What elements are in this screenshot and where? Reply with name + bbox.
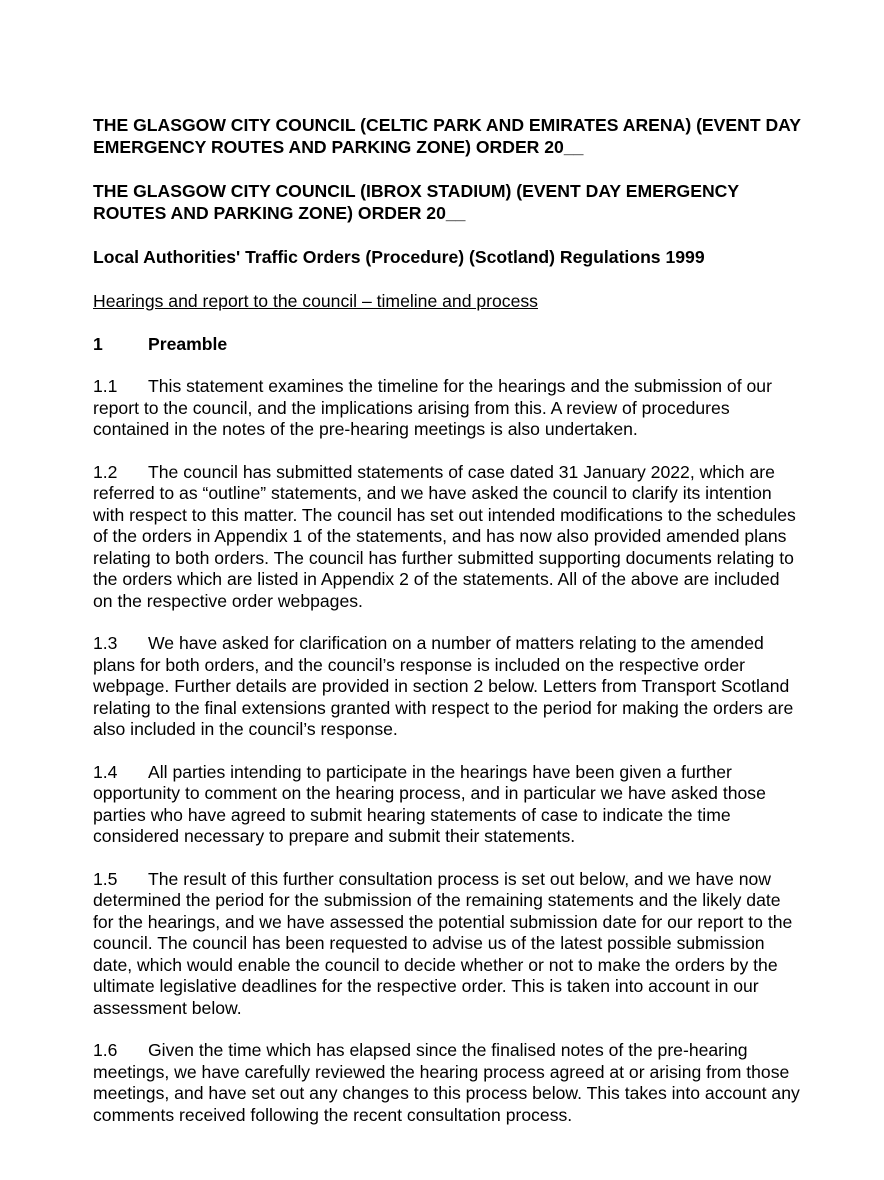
paragraph-number: 1.5 [93,868,118,889]
order-title-celtic-park: THE GLASGOW CITY COUNCIL (CELTIC PARK AND EMIRATES ARENA) (EVENT DAY EMERGENCY ROUTES AND PARKING ZONE) ORDER 20__ [93,115,801,157]
paragraph-1-2 [93,462,803,613]
paragraph-1-1 [93,376,803,441]
timeline-subheading: Hearings and report to the council – timeline and process [93,291,538,311]
paragraph-text: We have asked for clarification on a number of matters relating to the amended plans for both orders, and the council’s response is included on the respective order webpage. Further details are provided in section 2 below. Letters from Transport Scotland relating to the final extensions granted with respect to the period for making the orders are also included in the council’s response. [93,633,794,739]
paragraph-text: All parties intending to participate in the hearings have been given a further opportunity to comment on the hearing process, and in particular we have asked those parties who have agreed to submit hearing statements of case to indicate the time considered necessary to prepare and submit their statements. [93,761,766,846]
paragraph-number: 1.3 [93,633,118,653]
paragraph-1-5 [93,869,803,1020]
section-number: 1 [93,334,103,354]
paragraph-1-6 [93,1040,803,1126]
paragraph-1-3 [93,633,803,741]
paragraph-number: 1.6 [93,1040,118,1060]
paragraph-text: Given the time which has elapsed since the finalised notes of the pre-hearing meetings, we have carefully reviewed the hearing process agreed at or arising from those meetings, and have set out any changes to this process below. This takes into account any comments received following the recent consultation process. [93,1040,800,1125]
paragraph-1-4 [93,762,803,848]
paragraph-number: 1.4 [93,761,118,782]
section-heading-preamble [93,333,803,355]
paragraph-text: The council has submitted statements of case dated 31 January 2022, which are referred to as “outline” statements, and we have asked the council to clarify its intention with respect to this matter. The council has set out intended modifications to the schedules of the orders in Appendix 1 of the statements, and has now also provided amended plans relating to both orders. The council has further submitted supporting documents relating to the orders which are listed in Appendix 2 of the statements. All of the above are included on the respective order webpages. [93,461,796,611]
order-title-ibrox: THE GLASGOW CITY COUNCIL (IBROX STADIUM) (EVENT DAY EMERGENCY ROUTES AND PARKING ZONE) ORDER 20__ [93,181,739,223]
section-title: Preamble [148,334,228,354]
regulations-heading: Local Authorities' Traffic Orders (Procedure) (Scotland) Regulations 1999 [93,247,705,267]
paragraph-number: 1.1 [93,376,118,396]
paragraph-number: 1.2 [93,461,118,482]
paragraph-text: The result of this further consultation process is set out below, and we have now determined the period for the submission of the remaining statements and the likely date for the hearings, and we have assessed the potential submission date for our report to the council. The council has been requested to advise us of the latest possible submission date, which would enable the council to decide whether or not to make the orders by the ultimate legislative deadlines for the respective order. This is taken into account in our assessment below. [93,868,793,1018]
document-page [93,114,803,1126]
paragraph-text: This statement examines the timeline for the hearings and the submission of our report to the council, and the implications arising from this. A review of procedures contained in the notes of the pre-hearing meetings is also undertaken. [93,376,772,439]
